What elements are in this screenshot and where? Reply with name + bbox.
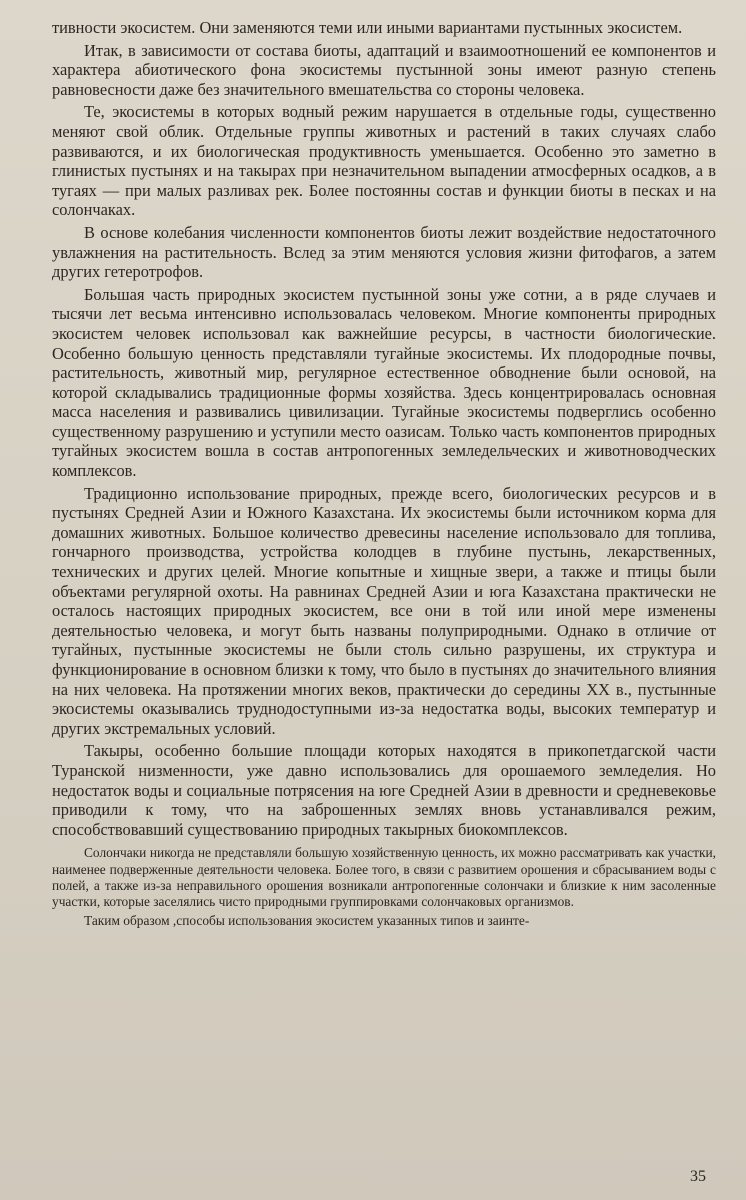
paragraph: Большая часть природных экосистем пустынной зоны уже сотни, а в ряде случаев и тысячи лет весьма интенсивно использовалась человеком. Многие компоненты природных экосистем человек использовал как важнейшие ресурсы, в частности биологические. Особенно большую ценность представляли тугайные экосистемы. Их плодородные почвы, растительность, животный мир, регулярное естественное обводнение были основой, на которой складывались традиционные формы хозяйства. Здесь концентрировалась основная масса населения и развивались цивилизации. Тугайные экосистемы подверглись особенно существенному разрушению и уступили место оазисам. Только часть компонентов природных тугайных экосистем вошла в состав антропогенных земледельческих и животноводческих комплексов. xyxy=(52,284,716,481)
main-text xyxy=(52,18,716,839)
paragraph: Те, экосистемы в которых водный режим нарушается в отдельные годы, существенно меняют свой облик. Отдельные группы животных и растений в таких случаях слабо развиваются, и их биологическая продуктивность уменьшается. Особенно это заметно в глинистых пустынях и на такырах при незначительном выпадении атмосферных осадков, а в тугаях — при малых разливах рек. Более постоянны состав и функции биоты в песках и на солончаках. xyxy=(52,102,716,220)
paragraph: тивности экосистем. Они заменяются теми или иными вариантами пустынных экосистем. xyxy=(52,18,683,37)
paragraph: Итак, в зависимости от состава биоты, адаптаций и взаимоотношений ее компонентов и характера абиотического фона экосистемы пустынной зоны имеют разную степень равновесности даже без значительного вмешательства со стороны человека. xyxy=(52,40,716,99)
paragraph: Такыры, особенно большие площади которых находятся в прикопетдагской части Туранской низменности, уже давно использовались для орошаемого земледелия. Но недостаток воды и социальные потрясения на юге Средней Азии в древности и средневековье приводили к тому, что на заброшенных землях вновь устанавливался режим, способствовавший существованию природных такырных биокомплексов. xyxy=(52,741,716,839)
page-number: 35 xyxy=(690,1168,706,1185)
paragraph: В основе колебания численности компонентов биоты лежит воздействие недостаточного увлажнения на растительность. Вслед за этим меняются условия жизни фитофагов, а затем других гетеротрофов. xyxy=(52,222,716,282)
small-paragraph: Таким образом ,способы использования экосистем указанных типов и заинте- xyxy=(84,913,530,929)
small-paragraph: Солончаки никогда не представляли большую хозяйственную ценность, их можно рассматривать как участки, наименее подверженные деятельности человека. Более того, в связи с развитием орошения и сбрасыванием воды с полей, а также из-за неправильного орошения возникали антропогенные солончаки и близкие к ним засоленные участки, которые заселялись чисто природными группировками солончаковых организмов. xyxy=(52,845,716,909)
paragraph: Традиционно использование природных, прежде всего, биологических ресурсов и в пустынях Средней Азии и Южного Казахстана. Их экосистемы были источником корма для домашних животных. Большое количество древесины население использовало для топлива, гончарного производства, устройства колодцев в глубине пустынь, лекарственных, технических и других целей. Многие копытные и хищные звери, а также и птицы были объектами регулярной охоты. На равнинах Средней Азии и юга Казахстана практически не осталось настоящих природных экосистем, все они в той или иной мере изменены деятельностью человека, и могут быть названы полуприродными. Однако в отличие от тугайных, пустынные экосистемы не были столь сильно разрушены, их структура и функционирование в основном близки к тому, что было в пустынях до значительного влияния на них человека. На протяжении многих веков, практически до середины XX в., пустынные экосистемы оказывались труднодоступными из-за недостатка воды, высоких температур и других экстремальных условий. xyxy=(52,483,716,738)
small-print-text xyxy=(52,845,716,929)
